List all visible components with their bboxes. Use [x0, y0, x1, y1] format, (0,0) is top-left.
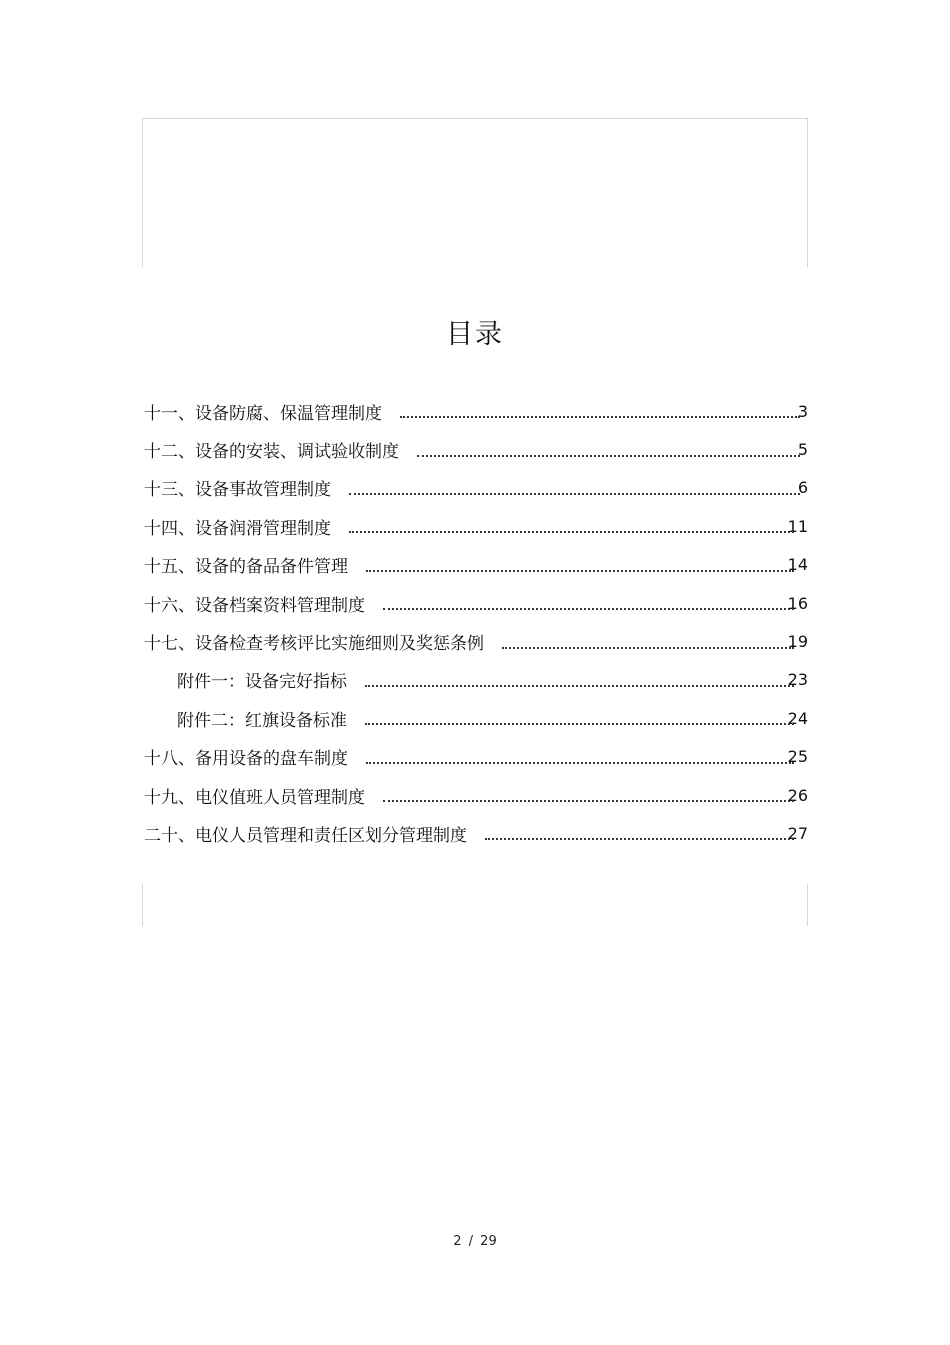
- toc-leader-dots: [485, 838, 794, 840]
- toc-entry-page-number: 5: [797, 440, 808, 460]
- toc-entry-page-number: 14: [787, 555, 808, 575]
- toc-entry-title: 附件二：红旗设备标准: [177, 710, 347, 731]
- page-indicator: 2 / 29: [453, 1234, 497, 1249]
- page-title: 目录: [446, 319, 504, 350]
- toc-entry[interactable]: [144, 738, 808, 776]
- toc-entry-title: 十三、设备事故管理制度: [144, 480, 331, 501]
- footer-frame: [142, 884, 808, 926]
- toc-entry[interactable]: [144, 469, 808, 507]
- toc-leader-dots: [349, 493, 800, 495]
- toc-entry-title: 二十、电仪人员管理和责任区划分管理制度: [144, 825, 467, 846]
- toc-leader-dots: [383, 800, 794, 802]
- toc-leader-dots: [365, 723, 794, 725]
- toc-entry-page-number: 11: [787, 516, 808, 536]
- toc-entry[interactable]: [144, 507, 808, 545]
- toc-entry[interactable]: [144, 584, 808, 622]
- toc-leader-dots: [349, 531, 794, 533]
- toc-entry-title: 十五、设备的备品备件管理: [144, 557, 348, 578]
- toc-entry[interactable]: [144, 661, 808, 699]
- toc-entry-page-number: 19: [787, 632, 808, 652]
- toc-entry[interactable]: [144, 392, 808, 430]
- toc-entry[interactable]: [144, 430, 808, 468]
- toc-leader-dots: [366, 762, 794, 764]
- toc-entry-page-number: 26: [787, 785, 808, 805]
- toc-entry-page-number: 6: [797, 478, 808, 498]
- toc-entry-page-number: 27: [787, 823, 808, 843]
- toc-entry[interactable]: [144, 776, 808, 814]
- toc-entry[interactable]: [144, 699, 808, 737]
- toc-entry-page-number: 24: [787, 708, 808, 728]
- toc-entry[interactable]: [144, 814, 808, 852]
- toc-entry-page-number: 16: [787, 593, 808, 613]
- table-of-contents: [144, 392, 808, 853]
- toc-entry-title: 十二、设备的安装、调试验收制度: [144, 442, 399, 463]
- toc-entry-title: 十九、电仪值班人员管理制度: [144, 787, 365, 808]
- toc-entry-title: 十一、设备防腐、保温管理制度: [144, 403, 382, 424]
- toc-leader-dots: [502, 647, 794, 649]
- toc-leader-dots: [365, 685, 794, 687]
- toc-entry-title: 附件一：设备完好指标: [177, 672, 347, 693]
- toc-entry-title: 十四、设备润滑管理制度: [144, 518, 331, 539]
- toc-entry-title: 十八、备用设备的盘车制度: [144, 749, 348, 770]
- toc-leader-dots: [383, 608, 794, 610]
- toc-entry-title: 十七、设备检查考核评比实施细则及奖惩条例: [144, 634, 484, 655]
- header-frame: [142, 118, 808, 267]
- toc-entry-title: 十六、设备档案资料管理制度: [144, 595, 365, 616]
- toc-entry-page-number: 23: [787, 670, 808, 690]
- toc-leader-dots: [366, 570, 794, 572]
- toc-leader-dots: [417, 455, 800, 457]
- toc-entry-page-number: 25: [787, 747, 808, 767]
- toc-entry-page-number: 3: [797, 401, 808, 421]
- toc-entry[interactable]: [144, 622, 808, 660]
- toc-entry[interactable]: [144, 546, 808, 584]
- toc-leader-dots: [400, 416, 800, 418]
